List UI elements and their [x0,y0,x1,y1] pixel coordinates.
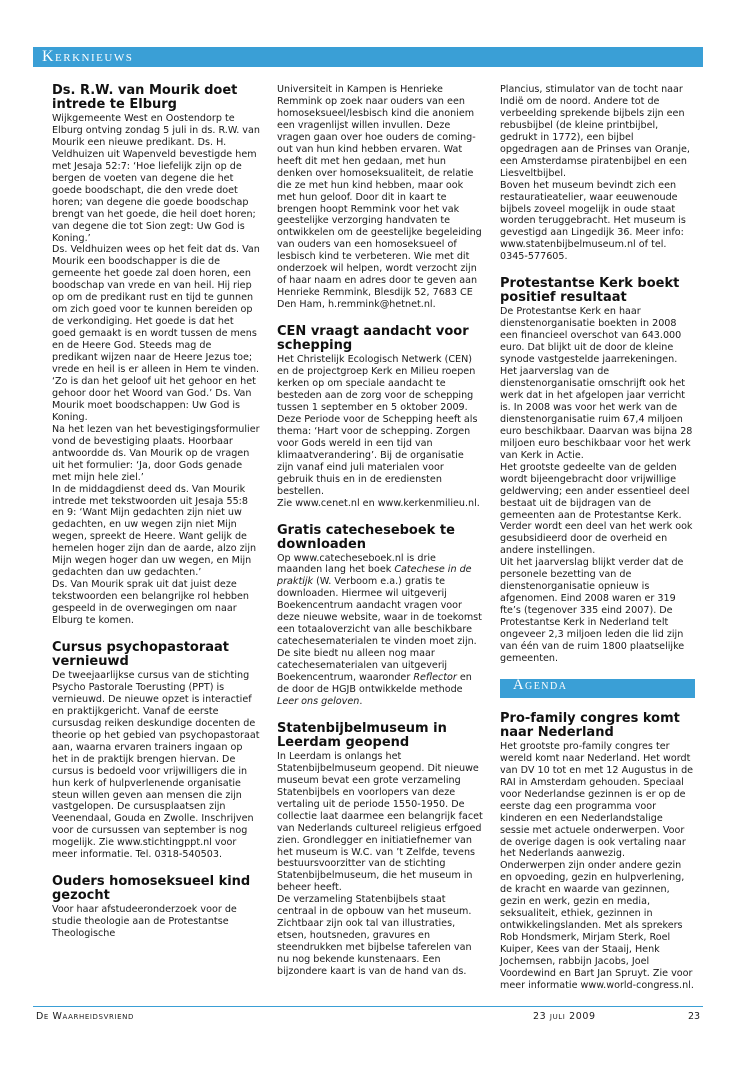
paragraph: De tweejaarlijkse cursus van de stichting Psycho Pastorale Toerusting (PPT) is vernieuwd. De nieuwe opzet is interactief en praktijkgericht. Vanaf de eerste cursusdag reiken deskundige docenten de theorie op het gebied van psychopastoraat aan, waarna ervaren trainers ingaan op het in de praktijk brengen hiervan. De cursus is bedoeld voor vrijwilligers die in hun kerk of hulpverlenende organisatie steun willen geven aan mensen die zijn vastgelopen. De cursusplaatsen zijn Veenendaal, Gouda en Zwolle. Inschrijven voor de cursussen van september is nog mogelijk. Zie www.stichtingppt.nl voor meer informatie. Tel. 0318-540503. [52,669,260,861]
column-3 [500,84,694,992]
article-ouders-continued [277,84,483,311]
paragraph: In Leerdam is onlangs het Statenbijbelmuseum geopend. Dit nieuwe museum bevat een grote verzameling Statenbijbels en voorlopers van deze vertaling uit de periode 1550-1950. De collectie laat daarmee een belangrijk facet van Nederlands cultureel religieus erfgoed zien. Grondlegger en initiatiefnemer van het museum is W.C. van ’t Zelfde, tevens bestuursvoorzitter van de stichting Statenbijbelmuseum, die het museum in beheer heeft. [277,750,483,894]
paragraph: Universiteit in Kampen is Henrieke Remmink op zoek naar ouders van een homoseksueel/lesbisch kind die anoniem een vragenlijst willen invullen. Deze vragen gaan over hoe ouders de coming-out van hun kind hebben ervaren. Wat heeft dit met hen gedaan, met hun denken over homoseksualiteit, de relatie die ze met hun kind hebben, maar ook met hun geloof. Door dit in kaart te brengen hoopt Remmink voor het vak geestelijke verzorging handvaten te ontwikkelen om de geestelijke begeleiding van ouders van een homoseksueel of lesbisch kind te verbeteren. Wie met dit onderzoek wil helpen, wordt verzocht zijn of haar naam en adres door te geven aan Henrieke Remmink, Blesdijk 52, 7683 CE Den Ham, h.remmink@hetnet.nl. [277,84,482,311]
paragraph: Zie www.cenet.nl en www.kerkenmilieu.nl. [277,497,480,509]
paragraph: In de middagdienst deed ds. Van Mourik intrede met tekstwoorden uit Jesaja 55:8 en 9: ‘Want Mijn gedachten zijn niet uw gedachten, en uw wegen zijn niet Mijn wegen, spreekt de Heere. Want gelijk de hemelen hoger zijn dan de aarde, alzo zijn Mijn wegen hoger dan uw wegen, en Mijn gedachten dan uw gedachten.’ [52,483,257,579]
paragraph: Uit het jaarverslag blijkt verder dat de personele bezetting van de dienstenorganisatie opnieuw is afgenomen. Eind 2008 waren er 319 fte’s (tegenover 335 eind 2007). De Protestantse Kerk in Nederland telt ongeveer 2,3 miljoen leden die lid zijn van één van de ruim 1800 plaatselijke gemeenten. [500,557,685,664]
article-psychopastoraat [52,641,260,861]
article-protestantse-kerk-resultaat [500,277,694,665]
article-title: CEN vraagt aandacht voor schepping [277,324,469,354]
paragraph: Wijkgemeente West en Oostendorp te Elburg ontving zondag 5 juli in ds. R.W. van Mourik een nieuwe predikant. Ds. H. Veldhuizen uit Wapenveld bevestigde hem met Jesaja 52:7: ‘Hoe liefelijk zijn op de bergen de voeten van degene die het goede boodschapt, die den vrede doet horen; van degene die goede boodschap brengt van het goede, die heil doet horen; van degene die tot Sion zegt: Uw God is Koning.’ [52,113,260,244]
agenda-title: Agenda [513,676,568,693]
column-2 [277,84,483,978]
text-run: en de door de HGJB ontwikkelde methode [277,672,472,695]
paragraph: Het grootste pro-family congres ter wereld komt naar Nederland. Het wordt van DV 10 tot en met 12 Augustus in de RAI in Amsterdam gehouden. Speciaal voor Nederlandse gezinnen is er op de eerste dag een programma voor kinderen en een Nederlandstalige sessie met actuele onderwerpen. Voor de overige dagen is ook vertaling naar het Nederlands aanwezig. [500,740,694,860]
section-title: Kerknieuws [42,48,134,65]
footer-date: 23 juli 2009 [533,1011,596,1022]
section-header-band [33,47,703,67]
paragraph: Het Christelijk Ecologisch Netwerk (CEN) en de projectgroep Kerk en Milieu roepen kerken op om speciale aandacht te besteden aan de zorg voor de schepping tussen 1 september en 5 oktober 2009. Deze Periode voor de Schepping heeft als thema: ‘Hart voor de schepping. Zorgen voor Gods wereld in een tijd van klimaatverandering’. Bij de organisatie zijn vanaf eind juli materialen voor gebruik thuis en in de erediensten bestellen. [277,354,478,497]
article-statenbijbelmuseum-continued [500,84,694,263]
paragraph: Na het lezen van het bevestigingsformulier vond de bevestiging plaats. Hoorbaar antwoordde ds. Van Mourik op de vragen uit het formulier: ‘Ja, door Gods genade met mijn hele ziel.’ [52,423,260,483]
article-statenbijbelmuseum [277,722,483,978]
book-title: Catechese in de praktijk [277,564,472,588]
article-ouders-homoseksueel-kind [52,875,260,940]
paragraph: Boven het museum bevindt zich een restauratieatelier, waar eeuwenoude bijbels zoveel mogelijk in oude staat worden teruggebracht. Het museum is gevestigd aan Lingedijk 36. Meer info: www.statenbijbelmuseum.nl of tel. 0345-577605. [500,179,686,263]
article-title: Cursus psychopastoraat vernieuwd [52,639,230,669]
footer-rule [33,1006,703,1007]
book-title: Reflector [413,672,457,684]
paragraph: Het grootste gedeelte van de gelden wordt bijeengebracht door vrijwillige geldwerving; een ander essentieel deel bestaat uit de bijdragen van de gemeenten aan de Protestantse Kerk. Verder wordt een deel van het werk ook gesubsidieerd door de overheid en andere instellingen. [500,461,693,557]
footer-publication: De Waarheidsvriend [36,1011,134,1022]
paragraph: De Protestantse Kerk en haar dienstenorganisatie boekten in 2008 een financieel overschot van 643.000 euro. Dat blijkt uit de door de kleine synode vastgestelde jaarrekeningen. Het jaarverslag van de dienstenorganisatie omschrijft ook het werk dat in het afgelopen jaar verricht is. In 2008 was voor het werk van de dienstenorganisatie ruim 67,4 miljoen euro beschikbaar. Daarvan was bijna 28 miljoen euro beschikbaar voor het werk van Kerk in Actie. [500,306,693,461]
article-catecheseboek [277,524,483,708]
article-title: Ouders homoseksueel kind gezocht [52,874,251,904]
paragraph: Voor haar afstudeeronderzoek voor de studie theologie aan de Protestantse Theologische [52,904,237,940]
text-run: Op www.catecheseboek.nl is drie maanden lang het boek [277,552,436,576]
article-title: Protestantse Kerk boekt positief resultaat [500,276,680,306]
paragraph [277,553,483,708]
paragraph: Ds. Van Mourik sprak uit dat juist deze tekstwoorden een belangrijke rol hebben gespeeld in de overwegingen om naar Elburg te komen. [52,579,250,627]
article-title: Statenbijbelmuseum in Leerdam geopend [277,720,447,750]
article-title: Ds. R.W. van Mourik doet intrede te Elburg [52,83,238,112]
article-title: Pro-family congres komt naar Nederland [500,710,680,740]
agenda-header-band [500,676,695,698]
paragraph: De verzameling Statenbijbels staat centraal in de opbouw van het museum. Zichtbaar zijn ook tal van illustraties, etsen, houtsneden, gravures en steendrukken met bijbelse taferelen van nu nog bekende kunstenaars. Een bijzondere kaart is van de hand van ds. [277,894,472,978]
article-pro-family-congres [500,712,694,992]
paragraph: Plancius, stimulator van de tocht naar Indië om de noord. Andere tot de verbeelding sprekende bijbels zijn een rebusbijbel (de kleine printbijbel, gedrukt in 1772), een bijbel opgedragen aan de Prinses van Oranje, een Amsterdamse piratenbijbel en een Liesveltbijbel. [500,84,690,179]
article-title: Gratis catecheseboek te downloaden [277,522,455,552]
paragraph: Ds. Veldhuizen wees op het feit dat ds. Van Mourik een boodschapper is die de gemeente het goede zal doen horen, een boodschap van vrede en van heil. Hij riep op om de predikant rust en tijd te gunnen om zich goed voor te kunnen bereiden op de verkondiging. Het goede is dat het goed gemaakt is en wordt tussen de mens en de Heere God. Steeds mag de predikant wijzen naar de Heere Jezus toe; vrede en heil is er alleen in Hem te vinden. ‘Zo is dan het geloof uit het gehoor en het gehoor door het Woord van God.’ Ds. Van Mourik moet boodschappen: Uw God is Koning. [52,244,260,423]
book-title: Leer ons geloven [277,695,360,707]
article-van-mourik [52,84,260,627]
text-run: . [359,695,363,707]
text-run: (W. Verboom e.a.) gratis te downloaden. Hiermee wil uitgeverij Boekencentrum aandacht vragen voor deze nieuwe website, waar in de toekomst een totaaloverzicht van alle beschikbare catechesematerialen te vinden moet zijn. De site biedt nu alleen nog maar catechesematerialen van uitgeverij Boekencentrum, waaronder [277,576,482,684]
footer-page-number: 23 [688,1011,701,1022]
paragraph: Onderwerpen zijn onder andere gezin en opvoeding, gezin en hulpverlening, de kracht en waarde van gezinnen, gezin en werk, gezin en media, seksualiteit, ethiek, gezinnen in ontwikkelingslanden. Met als sprekers Rob Hondsmerk, Mirjam Sterk, Roel Kuiper, Kees van der Staaij, Henk Jochemsen, rabbijn Jacobs, Joel Voordewind en Bart Jan Spruyt. Zie voor meer informatie www.world-congress.nl. [500,860,694,991]
column-1 [52,84,260,940]
article-cen-schepping [277,325,483,509]
